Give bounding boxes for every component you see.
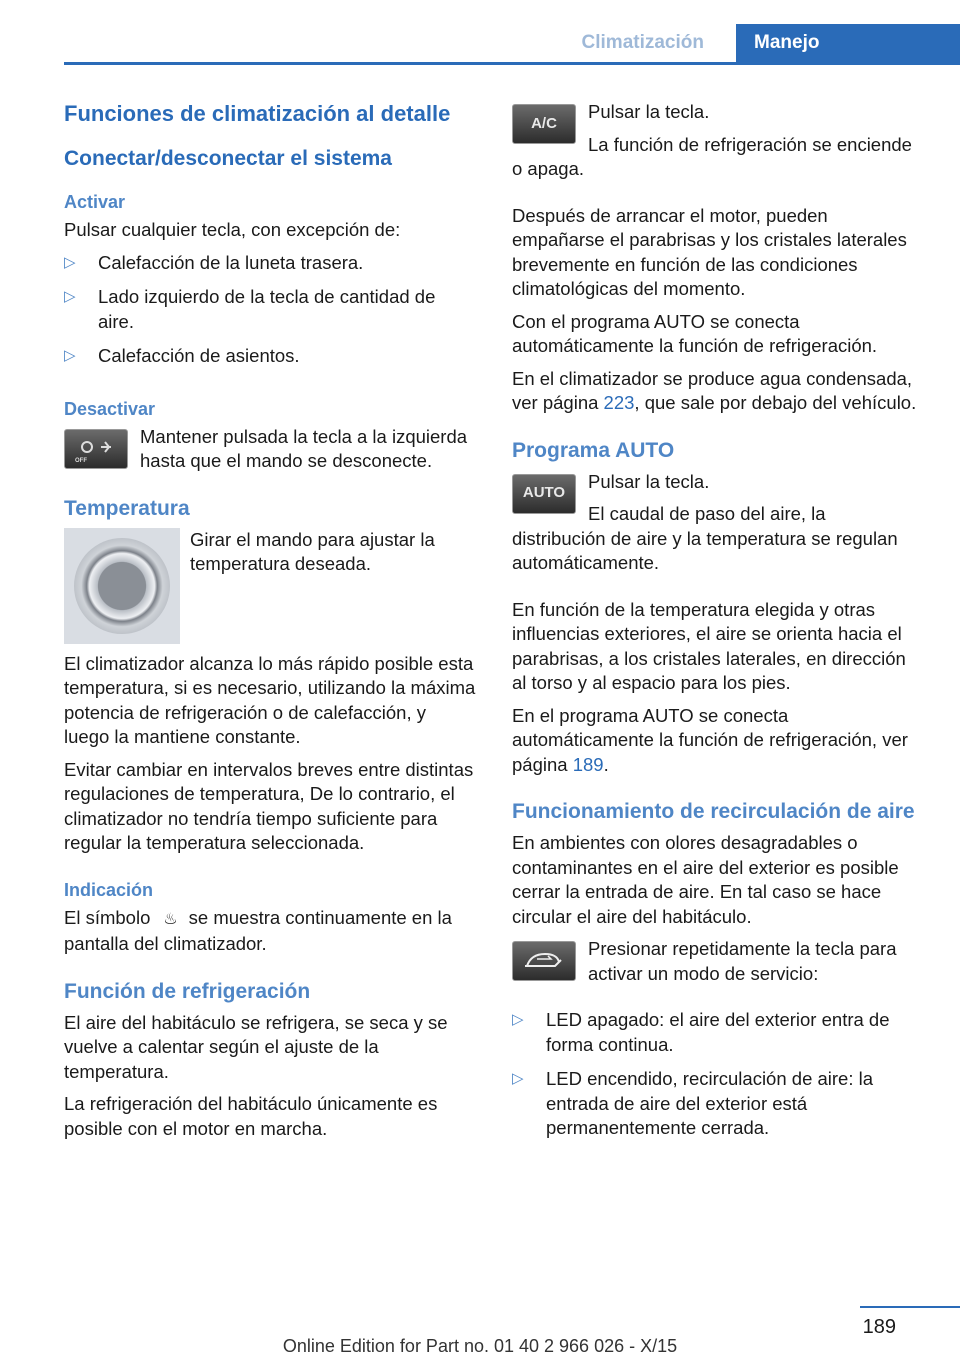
refrig-heading: Función de refrigeración bbox=[64, 979, 311, 1003]
list-item: ▷ LED encendido, recirculación de aire: la entrada de aire del exterior está permanentemente cerrada. bbox=[512, 1067, 924, 1141]
left-column bbox=[64, 100, 476, 1149]
refrig-paragraph: La refrigeración del habitáculo únicamente es posible con el motor en marcha. bbox=[64, 1093, 438, 1139]
activar-heading: Activar bbox=[64, 192, 126, 212]
ac-button-icon: A/C bbox=[512, 104, 576, 144]
indicacion-heading: Indicación bbox=[64, 879, 154, 900]
auto-heading: Programa AUTO bbox=[512, 438, 675, 462]
temp-paragraph: Evitar cambiar en intervalos breves entre distintas regulaciones de temperatura, De lo contrario, el climatizador no tendría tiempo suficiente para regular la temperatura seleccionada. bbox=[64, 758, 474, 853]
recirc-heading: Funcionamiento de recirculación de aire bbox=[512, 800, 915, 823]
page-link[interactable]: 189 bbox=[572, 753, 604, 775]
temp-text: Girar el mando para ajustar la temperatura deseada. bbox=[190, 528, 435, 574]
temperature-knob-icon bbox=[64, 528, 180, 644]
paragraph: Después de arrancar el motor, pueden empañarse el parabrisas y los cristales laterales brevemente en función de las condiciones climatológicas del momento. bbox=[512, 204, 907, 299]
paragraph: En el programa AUTO se conecta automáticamente la función de refrigeración, ver página 189. bbox=[512, 704, 908, 775]
indicacion-text: El símbolo ♨ se muestra continuamente en la pantalla del climatizador. bbox=[64, 906, 452, 954]
paragraph: En función de la temperatura elegida y otras influencias exteriores, el aire se orienta hacia el parabrisas, a los cristales laterales, en dirección al torso y al espacio para los pies. bbox=[512, 598, 906, 693]
auto-text: Pulsar la tecla. bbox=[588, 470, 710, 492]
section-title: Climatización bbox=[581, 32, 704, 53]
ac-text: La función de refrigeración se enciende o apaga. bbox=[512, 133, 912, 179]
paragraph: En el climatizador se produce agua condensada, ver página 223, que sale por debajo del vehículo. bbox=[512, 367, 917, 413]
desactivar-heading: Desactivar bbox=[64, 398, 156, 419]
paragraph: En ambientes con olores desagradables o contaminantes en el aire del exterior es posible cerrar la entrada de aire. En tal caso se hace circular el aire del habitáculo. bbox=[512, 832, 899, 927]
paragraph: Con el programa AUTO se conecta automáticamente la función de refrigeración. bbox=[512, 310, 878, 356]
temp-heading: Temperatura bbox=[64, 496, 190, 520]
chapter-tab: Manejo bbox=[736, 24, 960, 62]
onoff-heading: Conectar/desconectar el sistema bbox=[64, 147, 392, 170]
edition-text: Online Edition for Part no. 01 40 2 966 026 - X/15 bbox=[282, 1336, 678, 1356]
temp-paragraph: El climatizador alcanza lo más rápido posible esta temperatura, si es necesario, utilizando la máxima potencia de refrigeración o de calefacción, y luego la mantiene constante. bbox=[64, 652, 476, 747]
page-number: 189 bbox=[862, 1316, 896, 1338]
list-item: ▷ Calefacción de asientos. bbox=[64, 344, 476, 369]
page-footer bbox=[0, 1306, 960, 1362]
activar-text: Pulsar cualquier tecla, con excepción de: bbox=[64, 219, 401, 240]
activar-list bbox=[64, 251, 476, 369]
list-item: ▷ Calefacción de la luneta trasera. bbox=[64, 251, 476, 276]
refrig-paragraph: El aire del habitáculo se refrigera, se seca y se vuelve a calentar según el ajuste de la temperatura. bbox=[64, 1011, 448, 1082]
recirc-list bbox=[512, 1008, 924, 1141]
auto-button-icon: AUTO bbox=[512, 474, 576, 514]
main-heading: Funciones de climatización al detalle bbox=[64, 101, 451, 126]
desactivar-text: Mantener pulsada la tecla a la izquierda hasta que el mando se desconecte. bbox=[140, 425, 468, 471]
svg-text:OFF: OFF bbox=[75, 457, 87, 464]
page-header bbox=[64, 24, 960, 65]
heat-symbol-icon: ♨ bbox=[163, 910, 176, 928]
right-column bbox=[512, 100, 924, 1155]
page-link[interactable]: 223 bbox=[603, 392, 635, 413]
recirc-text: Presionar repetidamente la tecla para activar un modo de servicio: bbox=[588, 938, 897, 984]
ac-text: Pulsar la tecla. bbox=[588, 101, 710, 122]
auto-text: El caudal de paso del aire, la distribución de aire y la temperatura se regulan automáticamente. bbox=[512, 503, 898, 573]
list-item: ▷ Lado izquierdo de la tecla de cantidad de aire. bbox=[64, 285, 476, 334]
recirculation-button-icon bbox=[512, 941, 576, 981]
off-button-icon bbox=[64, 429, 128, 469]
list-item: ▷ LED apagado: el aire del exterior entra de forma continua. bbox=[512, 1008, 924, 1057]
